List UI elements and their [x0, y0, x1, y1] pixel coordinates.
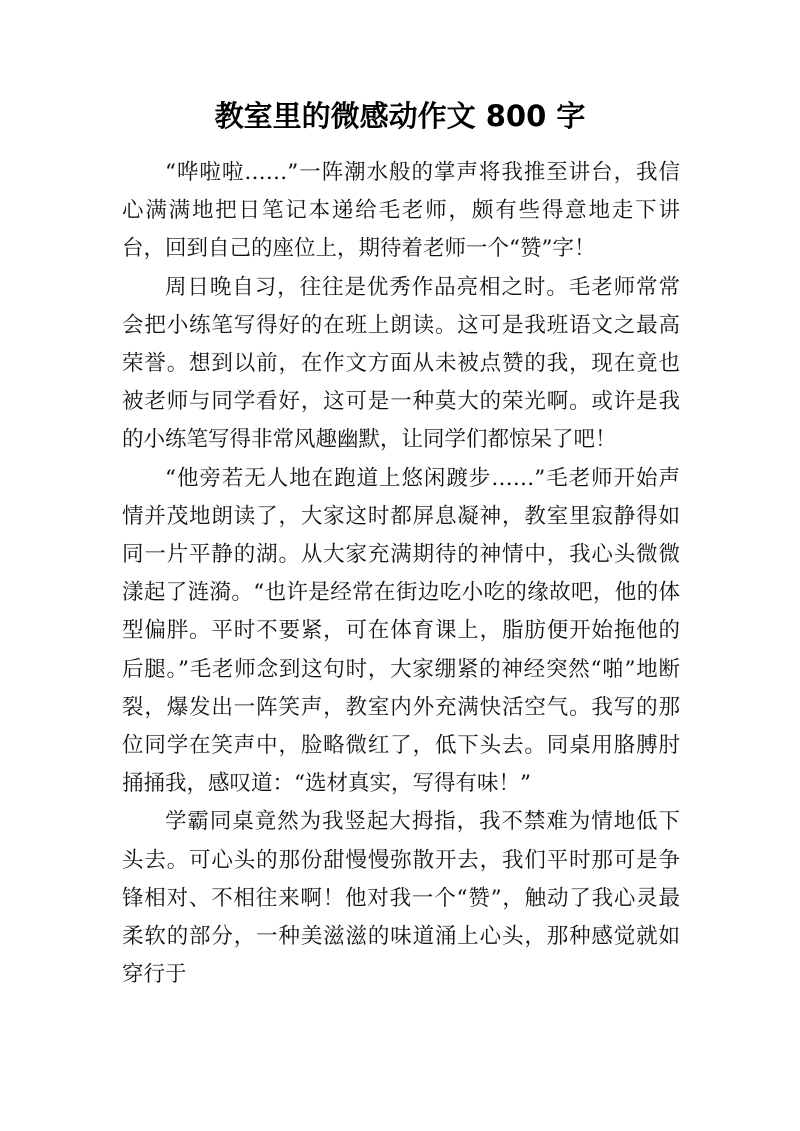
paragraph-4: 学霸同桌竟然为我竖起大拇指，我不禁难为情地低下头去。可心头的那份甜慢慢弥散开去，我们平时那可是争锋相对、不相往来啊！他对我一个“赞”，触动了我心灵最柔软的部分，一种美滋滋的味道涌上心头，那种感觉就如穿行于 [122, 809, 680, 988]
paragraph-1: “哗啦啦……”一阵潮水般的掌声将我推至讲台，我信心满满地把日笔记本递给毛老师，颇有些得意地走下讲台，回到自己的座位上，期待着老师一个“赞”字！ [122, 160, 680, 262]
paragraph-3: “他旁若无人地在跑道上悠闲踱步……”毛老师开始声情并茂地朗读了，大家这时都屏息凝神，教室里寂静得如同一片平静的湖。从大家充满期待的神情中，我心头微微漾起了涟漪。“也许是经常在街边吃小吃的缘故吧，他的体型偏胖。平时不要紧，可在体育课上，脂肪便开始拖他的后腿。”毛老师念到这句时，大家绷紧的神经突然“啪”地断裂，爆发出一阵笑声，教室内外充满快活空气。我写的那位同学在笑声中，脸略微红了，低下头去。同桌用胳膊肘捅捅我，感叹道：“选材真实，写得有味！” [122, 465, 680, 797]
paragraph-2: 周日晚自习，往往是优秀作品亮相之时。毛老师常常会把小练笔写得好的在班上朗读。这可是我班语文之最高荣誉。想到以前，在作文方面从未被点赞的我，现在竟也被老师与同学看好，这可是一种莫大的荣光啊。或许是我的小练笔写得非常风趣幽默，让同学们都惊呆了吧！ [122, 274, 680, 453]
document-body [122, 154, 680, 994]
document-title: 教室里的微感动作文 800 字 [214, 99, 586, 133]
